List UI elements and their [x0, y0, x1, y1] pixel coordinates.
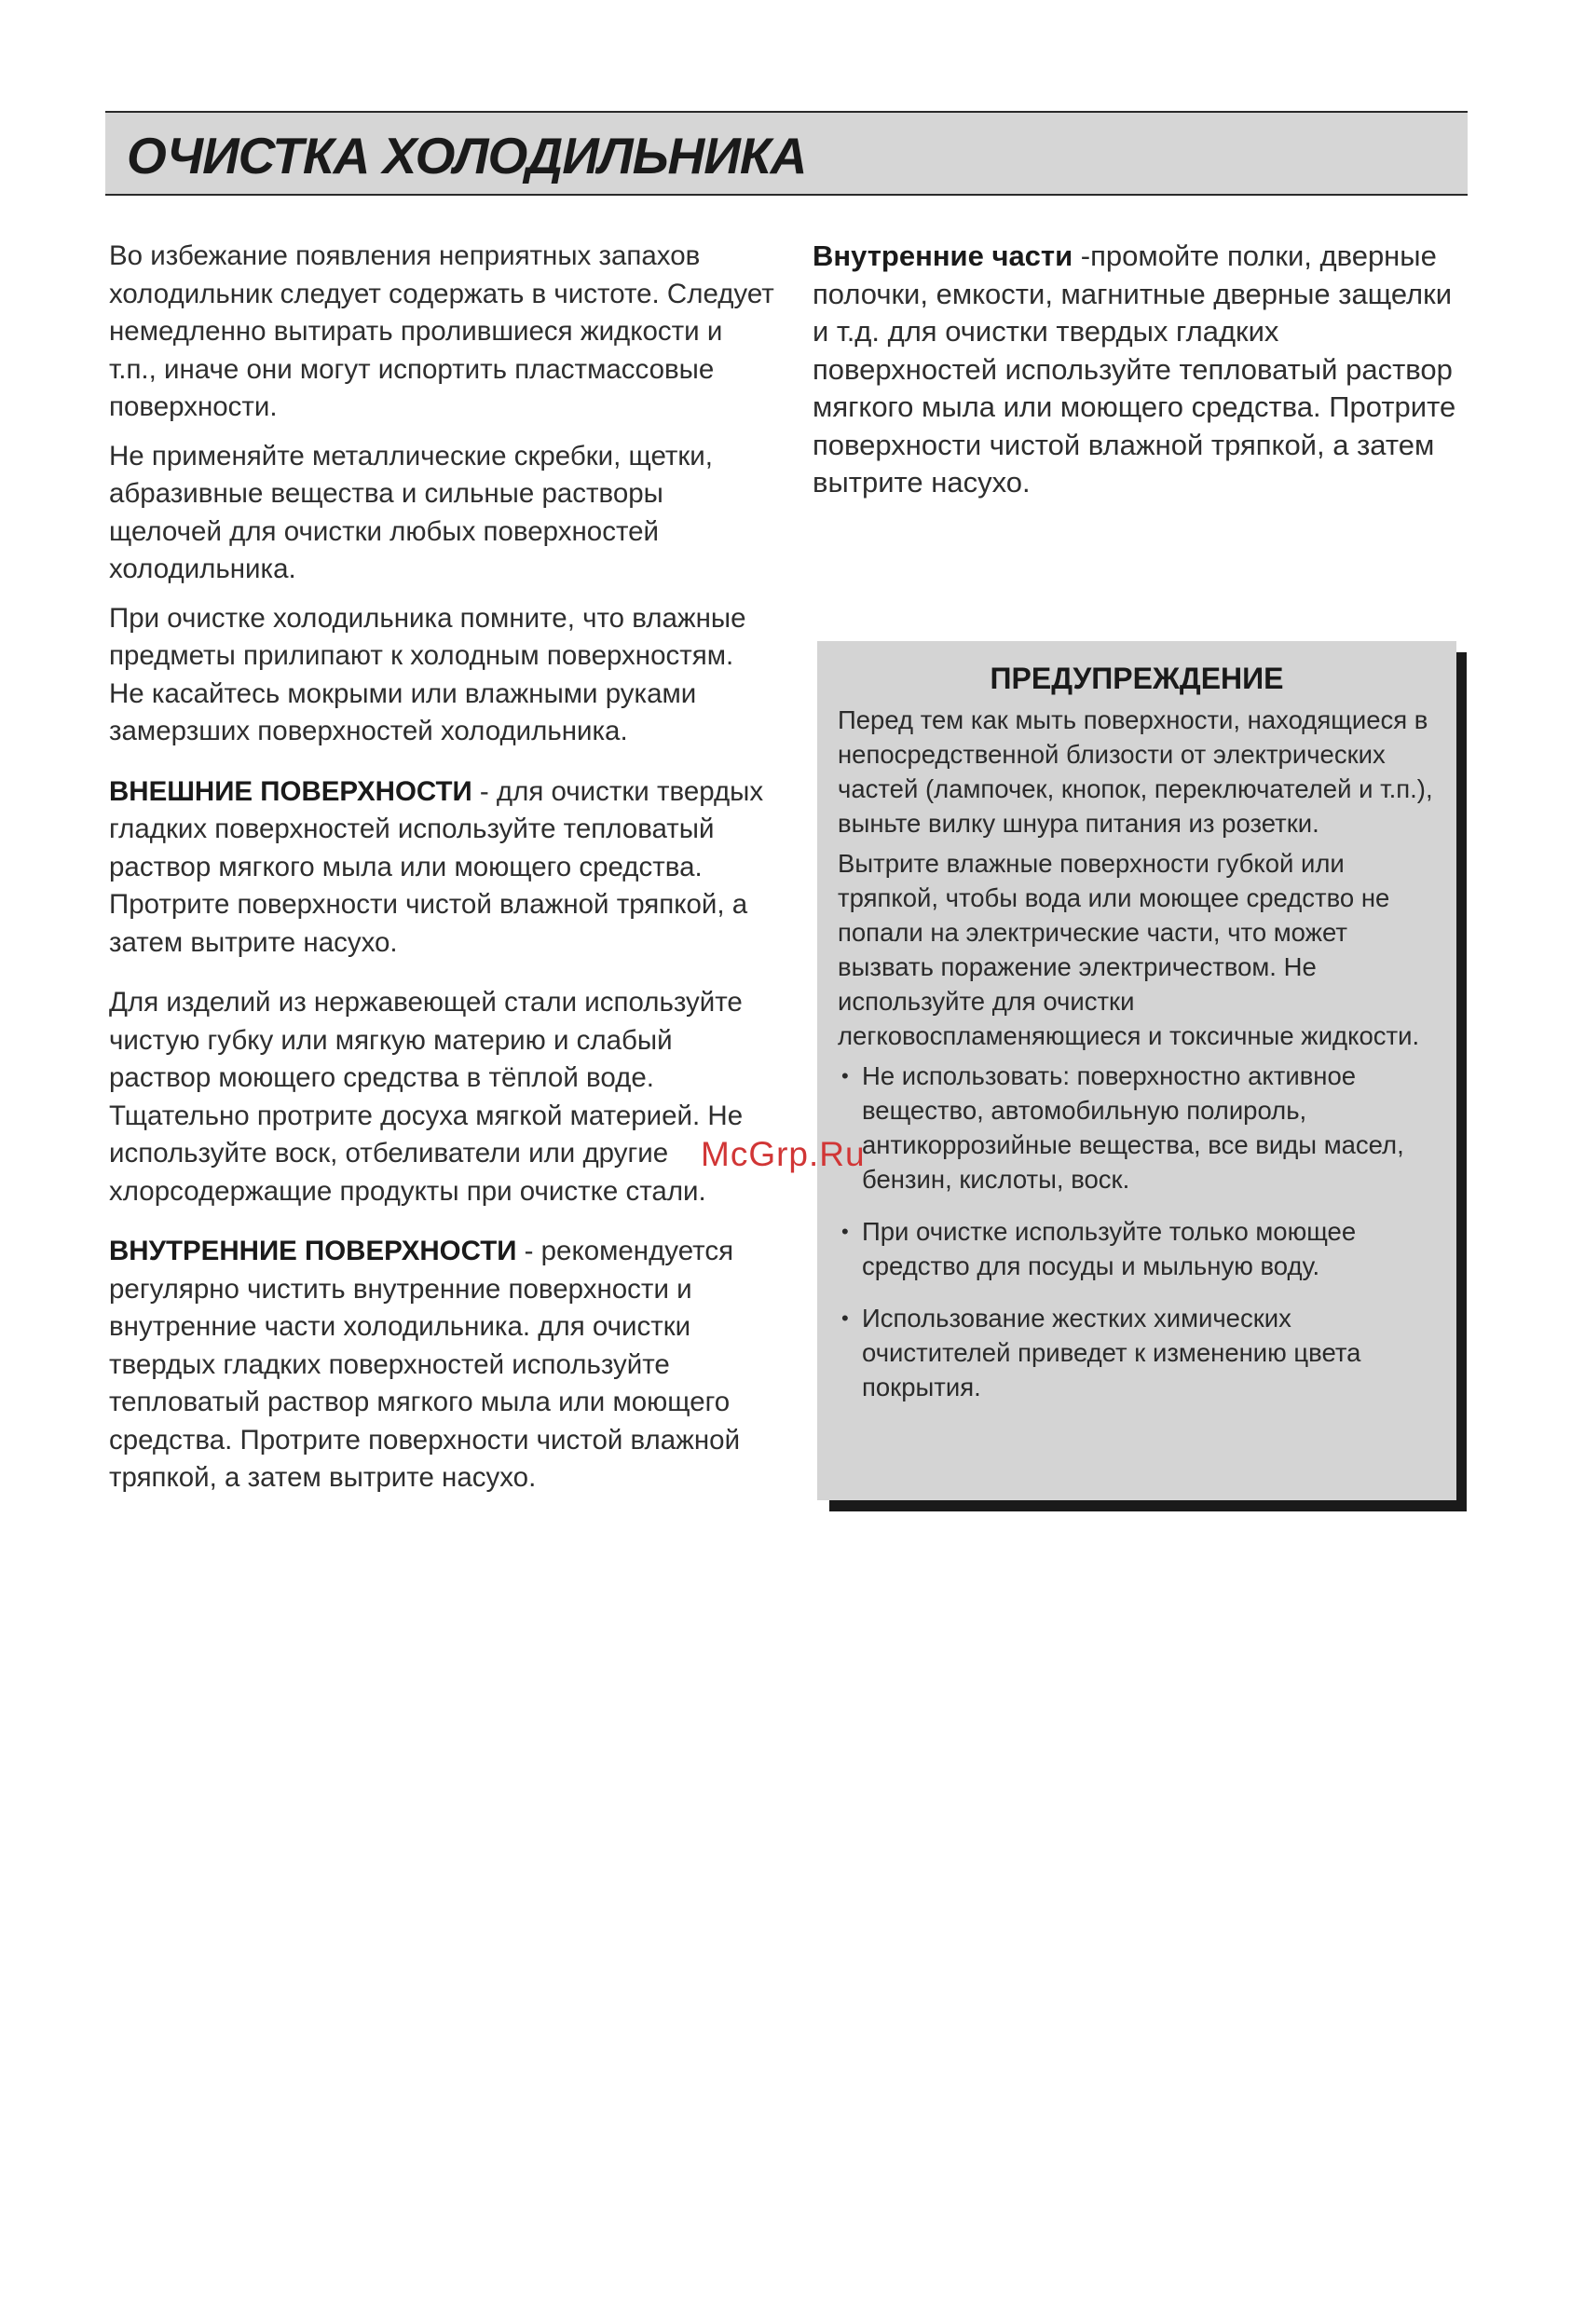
- heading-internal-surfaces: ВНУТРЕННИЕ ПОВЕРХНОСТИ: [109, 1236, 517, 1266]
- paragraph-no-scrapers: Не применяйте металлические скребки, щетки, абразивные вещества и сильные растворы щелочей для очистки любых поверхностей холодильника.: [109, 440, 713, 584]
- list-item: [838, 1301, 1436, 1404]
- warning-bullet-list: [838, 1059, 1436, 1404]
- bullet-icon: •: [841, 1220, 849, 1243]
- list-item: [838, 1059, 1436, 1196]
- title-bar: [105, 111, 1468, 196]
- bullet-text: Использование жестких химических очистителей приведет к изменению цвета покрытия.: [862, 1304, 1361, 1401]
- list-item: [838, 1214, 1436, 1283]
- paragraph-stainless-steel: Для изделий из нержавеющей стали используйте чистую губку или мягкую материю и слабый раствор моющего средства в тёплой воде. Тщательно протрите досуха мягкой материей. Не используйте воск, отбеливатели или другие хлорсодержащие продукты при очистке стали.: [109, 987, 744, 1207]
- paragraph-internal-surfaces: [109, 1233, 775, 1497]
- bullet-text: Не использовать: поверхностно активное вещество, автомобильную полироль, антикоррозийные вещества, все виды масел, бензин, кислоты, воск.: [862, 1061, 1404, 1194]
- heading-internal-parts: Внутренние части: [813, 239, 1073, 272]
- warning-box: [817, 641, 1456, 1500]
- left-column: [109, 238, 775, 1509]
- heading-external-surfaces: ВНЕШНИЕ ПОВЕРХНОСТИ: [109, 775, 472, 807]
- bullet-text: При очистке используйте только моющее средство для посуды и мыльную воду.: [862, 1217, 1357, 1280]
- paragraph-wet-objects: При очистке холодильника помните, что влажные предметы прилипают к холодным поверхностям. Не касайтесь мокрыми или влажными руками замерзших поверхностей холодильника.: [109, 602, 746, 746]
- right-column: [813, 238, 1465, 513]
- warning-paragraph-unplug: Перед тем как мыть поверхности, находящиеся в непосредственной близости от электрических частей (лампочек, кнопок, переключателей и т.п.), выньте вилку шнура питания из розетки.: [838, 705, 1433, 838]
- watermark: McGrp.Ru: [701, 1135, 866, 1173]
- text-internal-surfaces: - рекомендуется регулярно чистить внутренние поверхности и внутренние части холодильника. для очистки твердых гладких поверхностей используйте тепловатый раствор мягкого мыла или моющего средства. Протрите поверхности чистой влажной тряпкой, а затем вытрите насухо.: [109, 1236, 741, 1493]
- bullet-icon: •: [841, 1064, 849, 1087]
- paragraph-external-surfaces: [109, 773, 775, 963]
- page-title: ОЧИСТКА ХОЛОДИЛЬНИКА: [127, 127, 807, 185]
- text-internal-parts: -промойте полки, дверные полочки, емкости, магнитные дверные защелки и т.д. для очистки твердых гладких поверхностей используйте тепловатый раствор мягкого мыла или моющего средства. Протрите поверхности чистой влажной тряпкой, а затем вытрите насухо.: [813, 239, 1456, 499]
- bullet-icon: •: [841, 1306, 849, 1330]
- text-external-surfaces: - для очистки твердых гладких поверхностей используйте тепловатый раствор мягкого мыла или моющего средства. Протрите поверхности чистой влажной тряпкой, а затем вытрите насухо.: [109, 775, 764, 958]
- warning-title: ПРЕДУПРЕЖДЕНИЕ: [990, 662, 1284, 695]
- paragraph-odor: Во избежание появления неприятных запахов холодильник следует содержать в чистоте. Следует немедленно вытирать пролившиеся жидкости и т.п., иначе они могут испортить пластмассовые поверхности.: [109, 240, 774, 422]
- paragraph-internal-parts: [813, 238, 1465, 502]
- warning-paragraph-wipe: Вытрите влажные поверхности губкой или тряпкой, чтобы вода или моющее средство не попали на электрические части, что может вызвать поражение электричеством. Не используйте для очистки легковоспламеняющиеся и токсичные жидкости.: [838, 849, 1420, 1050]
